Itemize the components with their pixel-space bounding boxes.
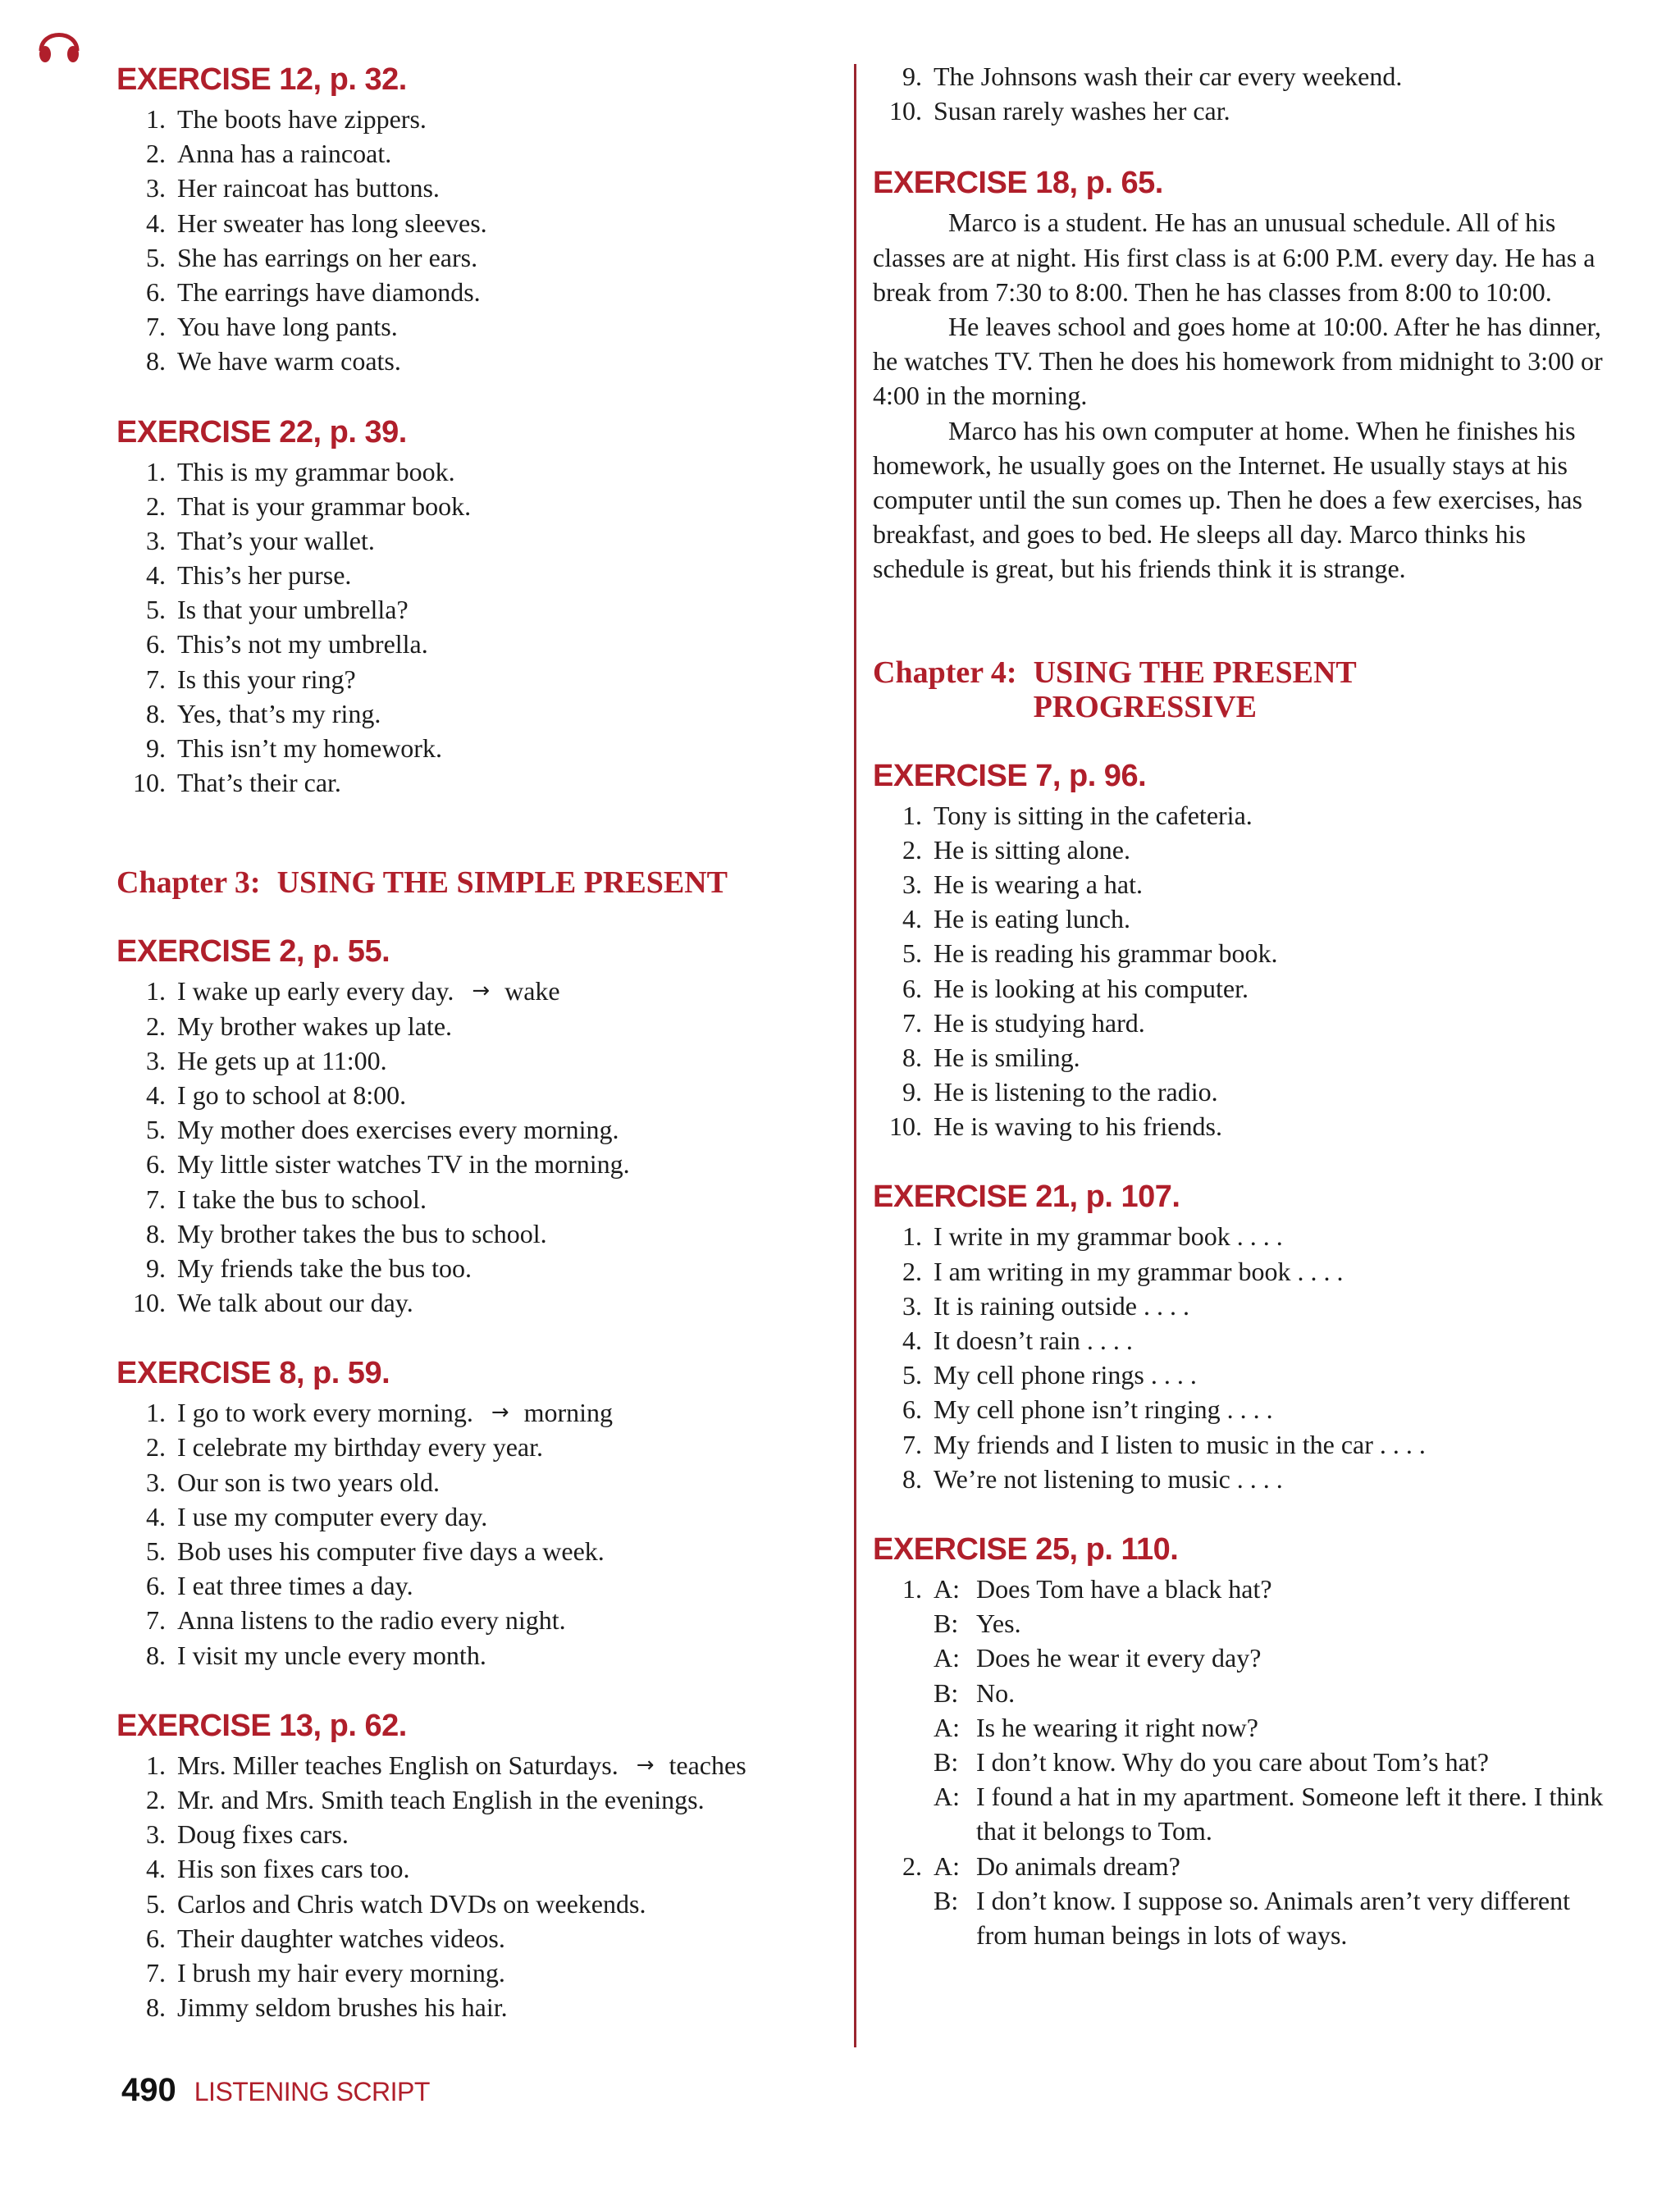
item-text: Her raincoat has buttons. — [177, 173, 440, 203]
item-text: It is raining outside . . . . — [934, 1290, 1189, 1321]
item-number: 10. — [889, 1111, 922, 1142]
item-number: 7. — [902, 1007, 922, 1038]
item-number: 9. — [146, 733, 166, 763]
dialog-item — [873, 1849, 1611, 1953]
list-item — [873, 1323, 1611, 1358]
item-number: 4. — [902, 1326, 922, 1356]
item-text: That is your grammar book. — [177, 491, 472, 521]
item-number: 5. — [146, 1888, 166, 1919]
exercise-list — [116, 974, 838, 1320]
speaker-label: B: — [934, 1885, 959, 1915]
item-number: 6. — [146, 276, 166, 307]
list-item — [873, 1219, 1611, 1253]
item-number: 6. — [146, 1571, 166, 1601]
item-number: 7. — [146, 312, 166, 342]
dialog-line — [934, 1710, 1611, 1745]
chapter-heading — [873, 655, 1611, 724]
item-text: My cell phone isn’t ringing . . . . — [934, 1394, 1273, 1425]
item-text: My friends take the bus too. — [177, 1253, 472, 1283]
exercise-25 — [873, 1529, 1611, 1952]
utterance: Is he wearing it right now? — [976, 1712, 1258, 1742]
item-text: Doug fixes cars. — [177, 1819, 349, 1850]
item-number: 4. — [146, 1501, 166, 1531]
item-number: 10. — [133, 1288, 166, 1318]
item-number: 4. — [146, 208, 166, 238]
exercise-title: EXERCISE 8, p. 59. — [116, 1356, 390, 1391]
chapter-heading — [116, 865, 838, 900]
item-text: This’s not my umbrella. — [177, 629, 428, 659]
dialog-line — [934, 1572, 1611, 1606]
list-item — [116, 206, 838, 240]
item-text: I go to work every morning. — [177, 1398, 473, 1428]
item-number: 7. — [146, 1605, 166, 1636]
exercise-list — [873, 798, 1611, 1144]
item-number: 1. — [146, 976, 166, 1006]
list-item — [116, 662, 838, 696]
list-item — [873, 867, 1611, 901]
item-text: Susan rarely washes her car. — [934, 96, 1230, 126]
item-number: 5. — [146, 1536, 166, 1566]
item-text: I write in my grammar book . . . . — [934, 1221, 1283, 1252]
exercise-list — [873, 59, 1611, 128]
list-item — [873, 1392, 1611, 1426]
list-item — [116, 592, 838, 627]
item-text: We’re not listening to music . . . . — [934, 1463, 1283, 1494]
item-text: I visit my uncle every month. — [177, 1640, 486, 1670]
dialog-line — [934, 1779, 1611, 1848]
item-text: I wake up early every day. — [177, 976, 454, 1006]
item-text: Yes, that’s my ring. — [177, 698, 381, 728]
item-text: My brother takes the bus to school. — [177, 1218, 547, 1248]
left-column — [116, 59, 838, 2024]
item-number: 3. — [146, 525, 166, 555]
item-text: He gets up at 11:00. — [177, 1045, 387, 1075]
item-number: 4. — [146, 560, 166, 591]
item-number: 4. — [902, 904, 922, 934]
item-text: Is that your umbrella? — [177, 595, 409, 625]
list-item — [116, 136, 838, 171]
item-text: The earrings have diamonds. — [177, 276, 481, 307]
item-text: He is smiling. — [934, 1042, 1080, 1072]
list-item — [116, 275, 838, 309]
item-text: We talk about our day. — [177, 1288, 413, 1318]
exercise-list — [116, 102, 838, 379]
item-text: I celebrate my birthday every year. — [177, 1432, 543, 1463]
item-number: 10. — [133, 768, 166, 798]
item-text: Anna listens to the radio every night. — [177, 1605, 566, 1636]
list-item — [873, 1040, 1611, 1075]
list-item — [116, 1216, 838, 1251]
page-number: 490 — [121, 2072, 176, 2108]
item-text: Their daughter watches videos. — [177, 1923, 505, 1953]
item-number: 8. — [902, 1042, 922, 1072]
item-text: Our son is two years old. — [177, 1467, 440, 1497]
answer-text: morning — [523, 1398, 614, 1428]
item-text: Tony is sitting in the cafeteria. — [934, 800, 1253, 830]
item-text: He is listening to the radio. — [934, 1077, 1218, 1107]
list-item — [116, 1465, 838, 1499]
item-text: My cell phone rings . . . . — [934, 1360, 1197, 1390]
speaker-label: A: — [934, 1782, 960, 1812]
list-item — [116, 454, 838, 489]
dialog-item — [873, 1572, 1611, 1849]
list-item — [873, 901, 1611, 936]
list-item — [116, 240, 838, 275]
item-text: This is my grammar book. — [177, 456, 455, 486]
answer-text: teaches — [669, 1750, 746, 1780]
list-item — [873, 94, 1611, 128]
list-item — [116, 1078, 838, 1112]
item-number: 3. — [902, 869, 922, 899]
item-number: 2. — [146, 139, 166, 169]
item-text: This isn’t my homework. — [177, 733, 442, 763]
list-item — [116, 1782, 838, 1817]
item-number: 9. — [902, 1077, 922, 1107]
utterance: I don’t know. I suppose so. Animals aren’t very different from human beings in lots of ways. — [976, 1885, 1571, 1951]
exercise-title: EXERCISE 22, p. 39. — [116, 414, 407, 450]
speaker-label: B: — [934, 1677, 959, 1708]
list-item — [116, 696, 838, 731]
dialog-line — [934, 1676, 1611, 1710]
footer-title: LISTENING SCRIPT — [194, 2077, 430, 2106]
item-number: 5. — [146, 1115, 166, 1145]
item-number: 6. — [902, 1394, 922, 1425]
item-text: Her sweater has long sleeves. — [177, 208, 487, 238]
exercise-title: EXERCISE 13, p. 62. — [116, 1708, 407, 1743]
list-item — [873, 1289, 1611, 1323]
list-item — [116, 523, 838, 558]
item-text: My friends and I listen to music in the car . . . . — [934, 1429, 1426, 1459]
item-number: 8. — [146, 1992, 166, 2023]
list-item — [116, 1009, 838, 1043]
item-text: I take the bus to school. — [177, 1184, 427, 1214]
arrow-icon: → — [636, 1752, 655, 1778]
speaker-label: A: — [934, 1712, 960, 1742]
item-number: 1. — [902, 1573, 922, 1604]
item-text: My mother does exercises every morning. — [177, 1115, 619, 1145]
speaker-label: B: — [934, 1747, 959, 1777]
exercise-13-continued — [873, 59, 1611, 128]
item-text: This’s her purse. — [177, 560, 352, 591]
list-item — [116, 489, 838, 523]
item-text: I eat three times a day. — [177, 1571, 413, 1601]
chapter-label: Chapter 4: — [873, 655, 1017, 690]
list-item — [116, 1112, 838, 1147]
item-number: 4. — [146, 1079, 166, 1110]
list-item — [116, 1534, 838, 1568]
list-item — [116, 1043, 838, 1078]
item-text: My brother wakes up late. — [177, 1011, 453, 1041]
list-item — [873, 1075, 1611, 1109]
dialog-line — [934, 1641, 1611, 1675]
item-number: 3. — [146, 1467, 166, 1497]
dialog-list — [873, 1572, 1611, 1952]
item-number: 2. — [902, 1256, 922, 1286]
utterance: I don’t know. Why do you care about Tom’s hat? — [976, 1747, 1489, 1777]
exercise-13 — [116, 1705, 838, 2025]
item-number: 10. — [889, 96, 922, 126]
item-number: 1. — [146, 104, 166, 134]
item-text: You have long pants. — [177, 312, 398, 342]
list-item — [116, 558, 838, 592]
item-text: Carlos and Chris watch DVDs on weekends. — [177, 1888, 646, 1919]
item-number: 4. — [146, 1854, 166, 1884]
list-item — [873, 1462, 1611, 1496]
list-item — [116, 102, 838, 136]
utterance: No. — [976, 1677, 1016, 1708]
item-text: Mr. and Mrs. Smith teach English in the evenings. — [177, 1784, 705, 1814]
item-text: I am writing in my grammar book . . . . — [934, 1256, 1344, 1286]
item-number: 7. — [146, 1184, 166, 1214]
item-text: That’s their car. — [177, 768, 341, 798]
chapter-title: USING THE PRESENT PROGRESSIVE — [1033, 655, 1357, 724]
list-item — [873, 971, 1611, 1006]
list-item — [116, 1887, 838, 1921]
item-number: 2. — [146, 1432, 166, 1463]
chapter-label: Chapter 3: — [116, 865, 261, 901]
arrow-icon: → — [472, 979, 491, 1004]
item-text: I use my computer every day. — [177, 1501, 488, 1531]
list-item — [116, 344, 838, 378]
list-item — [116, 1990, 838, 2024]
item-text: He is waving to his friends. — [934, 1111, 1222, 1142]
list-item — [873, 1254, 1611, 1289]
list-item — [873, 1358, 1611, 1392]
item-number: 5. — [902, 938, 922, 969]
list-item — [116, 1499, 838, 1534]
item-number: 2. — [146, 1011, 166, 1041]
item-number: 1. — [146, 1398, 166, 1428]
item-text: Is this your ring? — [177, 664, 356, 694]
utterance: Does Tom have a black hat? — [976, 1573, 1272, 1604]
exercise-22 — [116, 412, 838, 801]
item-number: 2. — [146, 491, 166, 521]
item-number: 2. — [146, 1784, 166, 1814]
chapter-title: USING THE SIMPLE PRESENT — [276, 865, 728, 901]
item-text: He is eating lunch. — [934, 904, 1130, 934]
list-item — [116, 1430, 838, 1464]
item-number: 1. — [902, 1221, 922, 1252]
item-text: My little sister watches TV in the morning. — [177, 1149, 630, 1180]
list-item — [116, 1395, 838, 1430]
exercise-12 — [116, 59, 838, 379]
item-number: 7. — [146, 664, 166, 694]
utterance: I found a hat in my apartment. Someone left it there. I think that it belongs to Tom. — [976, 1782, 1604, 1846]
exercise-title: EXERCISE 2, p. 55. — [116, 934, 390, 970]
list-item — [873, 936, 1611, 970]
exercise-8 — [116, 1353, 838, 1673]
item-number: 5. — [146, 595, 166, 625]
item-text: He is looking at his computer. — [934, 973, 1249, 1003]
item-text: Mrs. Miller teaches English on Saturdays. — [177, 1750, 619, 1780]
list-item — [116, 1285, 838, 1320]
list-item — [116, 171, 838, 205]
list-item — [116, 765, 838, 800]
list-item — [116, 627, 838, 661]
item-number: 3. — [146, 1819, 166, 1850]
item-number: 6. — [146, 1149, 166, 1180]
column-divider — [854, 64, 856, 2047]
item-number: 6. — [146, 629, 166, 659]
list-item — [116, 1921, 838, 1956]
list-item — [116, 1568, 838, 1603]
list-item — [116, 1603, 838, 1637]
exercise-title: EXERCISE 7, p. 96. — [873, 758, 1147, 793]
item-number: 8. — [146, 698, 166, 728]
dialog-line — [934, 1606, 1611, 1641]
item-text: I go to school at 8:00. — [177, 1079, 407, 1110]
right-column — [873, 59, 1611, 1952]
list-item — [873, 798, 1611, 833]
item-number: 1. — [146, 1750, 166, 1780]
list-item — [116, 1147, 838, 1181]
arrow-icon: → — [491, 1400, 509, 1426]
reading-passage — [873, 205, 1611, 586]
list-item — [116, 309, 838, 344]
item-text: He is wearing a hat. — [934, 869, 1144, 899]
exercise-list — [116, 1395, 838, 1673]
list-item — [116, 1251, 838, 1285]
paragraph: Marco is a student. He has an unusual schedule. All of his classes are at night. His first class is at 6:00 P.M. every day. He has a break from 7:30 to 8:00. Then he has classes from 8:00 to 10:00. — [873, 208, 1596, 307]
exercise-list — [116, 1748, 838, 2025]
list-item — [116, 731, 838, 765]
exercise-title: EXERCISE 18, p. 65. — [873, 166, 1163, 201]
speaker-label: A: — [934, 1851, 960, 1881]
answer-text: wake — [504, 976, 560, 1006]
dialog-line — [934, 1745, 1611, 1779]
item-number: 2. — [902, 1851, 922, 1881]
headphones-icon — [33, 18, 85, 67]
list-item — [116, 974, 838, 1008]
item-text: He is reading his grammar book. — [934, 938, 1278, 969]
utterance: Yes. — [976, 1609, 1021, 1639]
utterance: Does he wear it every day? — [976, 1643, 1262, 1673]
item-number: 2. — [902, 834, 922, 865]
item-text: He is sitting alone. — [934, 834, 1130, 865]
item-text: He is studying hard. — [934, 1007, 1145, 1038]
list-item — [873, 1006, 1611, 1040]
item-number: 9. — [146, 1253, 166, 1283]
item-number: 6. — [146, 1923, 166, 1953]
dialog-line — [934, 1883, 1611, 1952]
paragraph: Marco has his own computer at home. When he finishes his homework, he usually goes on the Internet. He usually stays at his computer until the sun comes up. Then he does a few exercises, has breakfast, and goes to bed. He sleeps all day. Marco thinks his schedule is great, but his friends think it is strange. — [873, 415, 1582, 584]
item-number: 3. — [146, 173, 166, 203]
utterance: Do animals dream? — [976, 1851, 1180, 1881]
item-number: 6. — [902, 973, 922, 1003]
exercise-title: EXERCISE 12, p. 32. — [116, 62, 407, 97]
item-number: 7. — [902, 1429, 922, 1459]
paragraph: He leaves school and goes home at 10:00. After he has dinner, he watches TV. Then he does his homework from midnight to 3:00 or 4:00 in the morning. — [873, 311, 1603, 411]
exercise-list — [873, 1219, 1611, 1496]
speaker-label: B: — [934, 1609, 959, 1639]
item-number: 9. — [902, 62, 922, 91]
item-text: We have warm coats. — [177, 346, 401, 377]
exercise-2 — [116, 931, 838, 1320]
list-item — [873, 59, 1611, 94]
item-number: 8. — [146, 1640, 166, 1670]
list-item — [873, 833, 1611, 867]
list-item — [873, 1109, 1611, 1143]
item-number: 8. — [146, 1218, 166, 1248]
item-number: 1. — [146, 456, 166, 486]
exercise-18 — [873, 162, 1611, 586]
item-text: She has earrings on her ears. — [177, 242, 478, 272]
list-item — [116, 1182, 838, 1216]
item-text: Anna has a raincoat. — [177, 139, 392, 169]
item-text: The boots have zippers. — [177, 104, 427, 134]
item-text: It doesn’t rain . . . . — [934, 1326, 1133, 1356]
item-number: 8. — [902, 1463, 922, 1494]
item-text: I brush my hair every morning. — [177, 1957, 505, 1987]
item-number: 3. — [146, 1045, 166, 1075]
list-item — [116, 1851, 838, 1886]
item-text: Jimmy seldom brushes his hair. — [177, 1992, 508, 2023]
list-item — [873, 1427, 1611, 1462]
exercise-list — [116, 454, 838, 801]
exercise-21 — [873, 1176, 1611, 1496]
item-text: That’s your wallet. — [177, 525, 375, 555]
item-text: The Johnsons wash their car every weekend. — [934, 62, 1403, 91]
item-text: Bob uses his computer five days a week. — [177, 1536, 605, 1566]
item-number: 8. — [146, 346, 166, 377]
item-number: 1. — [902, 800, 922, 830]
exercise-7 — [873, 755, 1611, 1144]
item-text: His son fixes cars too. — [177, 1854, 410, 1884]
item-number: 3. — [902, 1290, 922, 1321]
item-number: 7. — [146, 1957, 166, 1987]
item-number: 5. — [146, 242, 166, 272]
page-footer — [121, 2072, 430, 2109]
exercise-title: EXERCISE 21, p. 107. — [873, 1180, 1180, 1215]
exercise-title: EXERCISE 25, p. 110. — [873, 1531, 1179, 1567]
list-item — [116, 1748, 838, 1782]
list-item — [116, 1956, 838, 1990]
speaker-label: A: — [934, 1643, 960, 1673]
list-item — [116, 1817, 838, 1851]
speaker-label: A: — [934, 1573, 960, 1604]
list-item — [116, 1638, 838, 1673]
item-number: 5. — [902, 1360, 922, 1390]
dialog-line — [934, 1849, 1611, 1883]
